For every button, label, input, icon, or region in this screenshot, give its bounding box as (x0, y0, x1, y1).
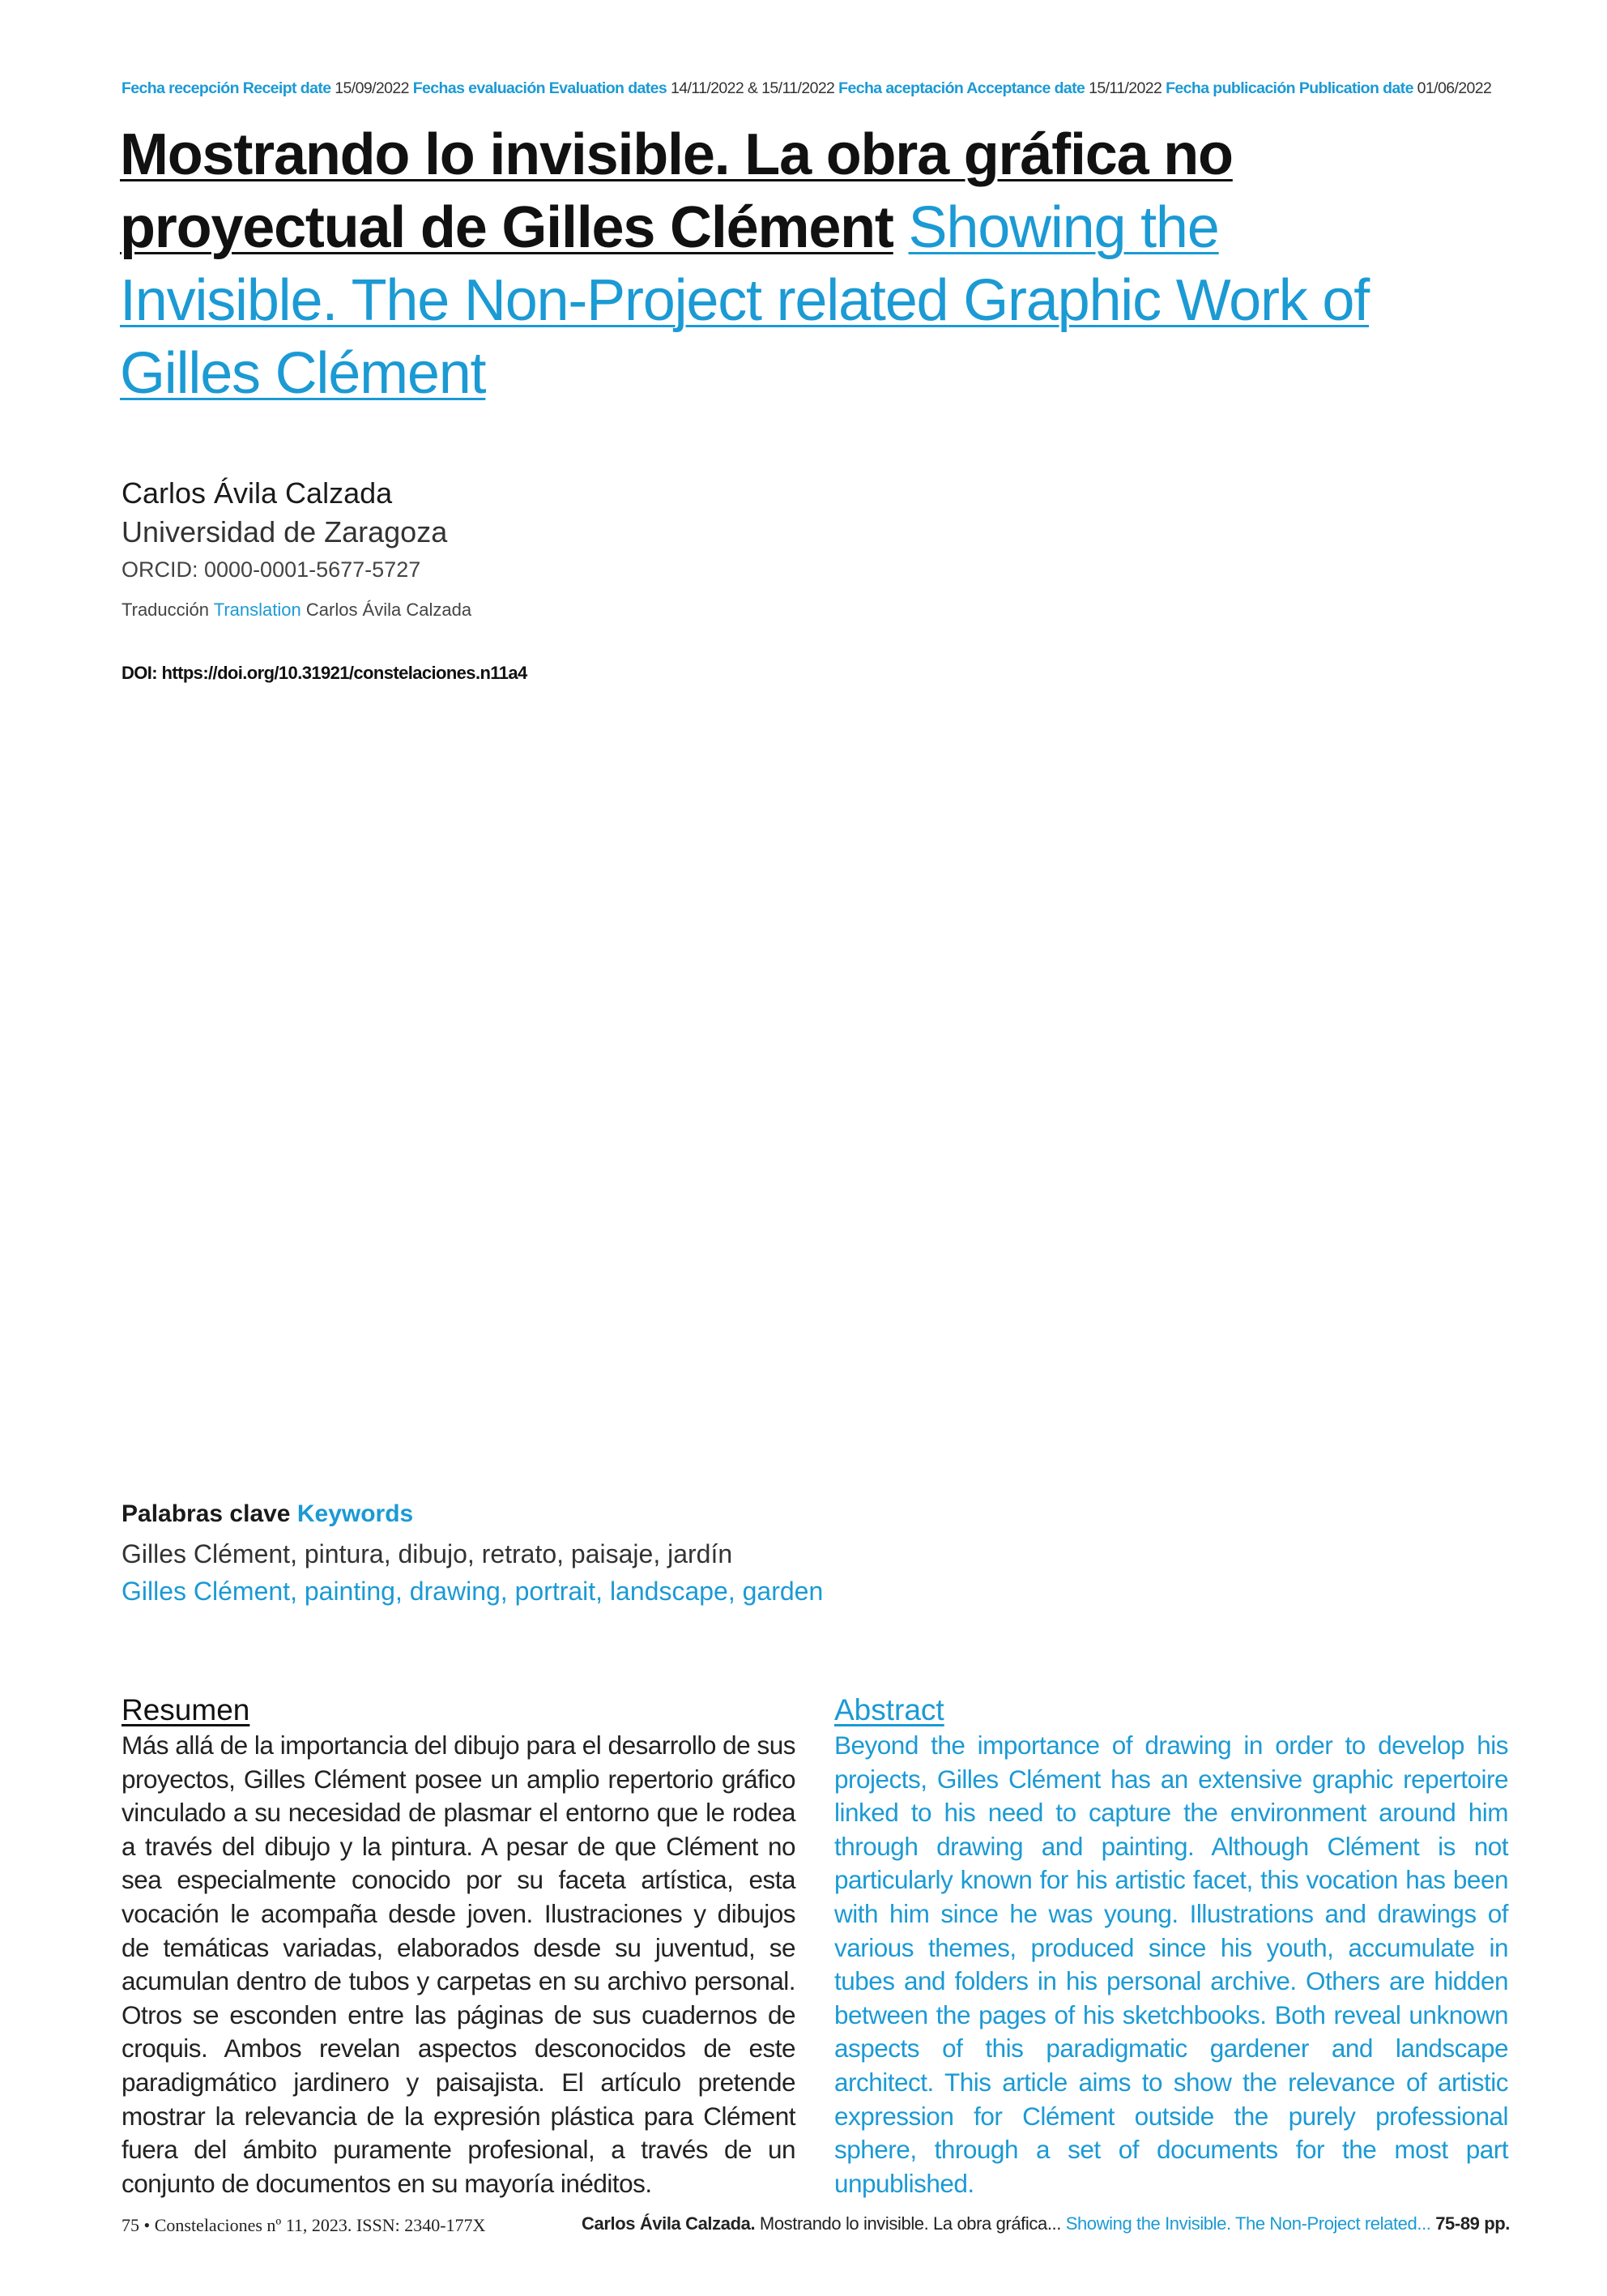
acceptance-date-value: 15/11/2022 (1089, 79, 1162, 97)
doi-link[interactable]: DOI: https://doi.org/10.31921/constelaciones.n11a4 (121, 663, 527, 683)
footer-title-es: Mostrando lo invisible. La obra gráfica... (759, 2213, 1061, 2234)
publication-date-value: 01/06/2022 (1417, 79, 1492, 97)
keywords-label-en: Keywords (296, 1500, 414, 1527)
translator-name: Carlos Ávila Calzada (305, 600, 472, 620)
acceptance-date-label: Fecha aceptación Acceptance date (838, 79, 1085, 97)
footer-pages: 75-89 pp. (1435, 2213, 1510, 2234)
dates-line (121, 79, 1498, 98)
keywords-label-es: Palabras clave (121, 1500, 291, 1527)
footer-running-head (582, 2213, 1510, 2234)
abstract-heading: Abstract (834, 1693, 944, 1726)
author-orcid: ORCID: 0000-0001-5677-5727 (121, 557, 421, 582)
translation-label-en: Translation (213, 600, 301, 620)
title-english-link[interactable]: Showing the Invisible. The Non-Project related Graphic Work of Gilles Clément (120, 195, 1370, 406)
resumen-text: Más allá de la importancia del dibujo para el desarrollo de sus proyectos, Gilles Clément posee un amplio repertorio gráfico vinculado a su necesidad de plasmar el entorno que le rodea a través del dibujo y la pintura. A pesar de que Clément no sea especialmente conocido por su faceta artística, esta vocación le acompaña desde joven. Ilustraciones y dibujos de temáticas variadas, elaborados desde su juventud, se acumulan dentro de tubos y carpetas en su archivo personal. Otros se esconden entre las páginas de sus cuadernos de croquis. Ambos revelan aspectos desconocidos de este paradigmático jardinero y paisajista. El artículo pretende mostrar la relevancia de la expresión plástica para Clément fuera del ámbito puramente profesional, a través de un conjunto de documentos en su mayoría inéditos. (121, 1731, 795, 2198)
author-affiliation: Universidad de Zaragoza (121, 515, 448, 548)
keywords-english: Gilles Clément, painting, drawing, portrait, landscape, garden (121, 1577, 824, 1606)
translation-credit (121, 600, 471, 621)
receipt-date-label: Fecha recepción Receipt date (121, 79, 331, 97)
keywords-spanish: Gilles Clément, pintura, dibujo, retrato, paisaje, jardín (121, 1539, 733, 1568)
keywords-heading (121, 1500, 413, 1528)
evaluation-dates-value: 14/11/2022 & 15/11/2022 (670, 79, 835, 97)
footer-author: Carlos Ávila Calzada. (582, 2213, 756, 2234)
footer-title-en: Showing the Invisible. The Non-Project related... (1065, 2213, 1431, 2234)
resumen-heading: Resumen (121, 1693, 250, 1726)
receipt-date-value: 15/09/2022 (335, 79, 409, 97)
publication-date-label: Fecha publicación Publication date (1166, 79, 1413, 97)
footer-journal-info: 75 • Constelaciones nº 11, 2023. ISSN: 2340-177X (121, 2215, 486, 2235)
author-name: Carlos Ávila Calzada (121, 476, 393, 510)
article-title (120, 118, 1383, 410)
abstract-text: Beyond the importance of drawing in order to develop his projects, Gilles Clément has an extensive graphic repertoire linked to his need to capture the environment around him through drawing and painting. Although Clément is not particularly known for his artistic facet, this vocation has been with him since he was young. Illustrations and drawings of various themes, produced since his youth, accumulate in tubes and folders in his personal archive. Others are hidden between the pages of his sketchbooks. Both reveal unknown aspects of this paradigmatic gardener and landscape architect. This article aims to show the relevance of artistic expression for Clément outside the purely professional sphere, through a set of documents for the most part unpublished. (834, 1731, 1508, 2198)
translation-label-es: Traducción (121, 600, 210, 620)
evaluation-dates-label: Fechas evaluación Evaluation dates (412, 79, 667, 97)
title-spanish-link[interactable]: Mostrando lo invisible. La obra gráfica no proyectual de Gilles Clément (120, 122, 1233, 260)
